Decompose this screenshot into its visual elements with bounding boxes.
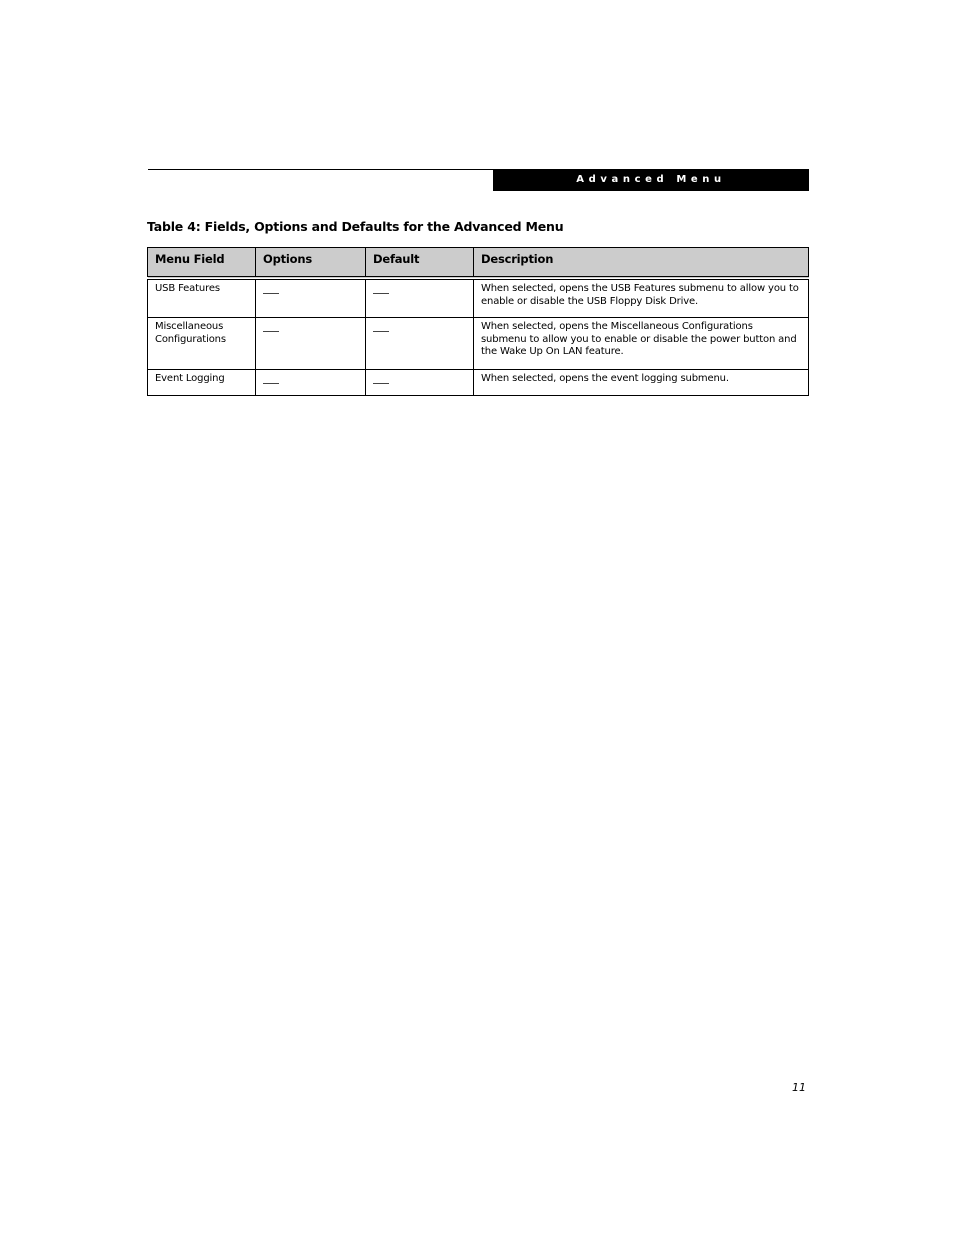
empty-value-dash	[263, 383, 279, 384]
cell-menu-field: Miscellaneous Configurations	[148, 318, 256, 370]
table-header-row	[148, 248, 809, 279]
table-row	[148, 370, 809, 396]
advanced-menu-table	[147, 247, 809, 396]
empty-value-dash	[373, 383, 389, 384]
cell-description: When selected, opens the Miscellaneous Configurations submenu to allow you to enable or disable the power button and the Wake Up On LAN feature.	[474, 318, 809, 370]
cell-options	[256, 370, 366, 396]
cell-options	[256, 318, 366, 370]
empty-value-dash	[263, 293, 279, 294]
column-header-options: Options	[256, 248, 366, 279]
empty-value-dash	[373, 293, 389, 294]
page-number: 11	[792, 1081, 806, 1094]
header-rule	[148, 169, 493, 170]
column-header-default: Default	[366, 248, 474, 279]
cell-menu-field: USB Features	[148, 278, 256, 318]
cell-default	[366, 318, 474, 370]
cell-default	[366, 370, 474, 396]
table-row	[148, 318, 809, 370]
column-header-description: Description	[474, 248, 809, 279]
cell-description: When selected, opens the USB Features submenu to allow you to enable or disable the USB Floppy Disk Drive.	[474, 278, 809, 318]
cell-menu-field: Event Logging	[148, 370, 256, 396]
column-header-menu-field: Menu Field	[148, 248, 256, 279]
section-header-tab: Advanced Menu	[493, 169, 809, 191]
table-title: Table 4: Fields, Options and Defaults for the Advanced Menu	[147, 219, 564, 234]
cell-default	[366, 278, 474, 318]
empty-value-dash	[263, 331, 279, 332]
cell-description: When selected, opens the event logging submenu.	[474, 370, 809, 396]
cell-options	[256, 278, 366, 318]
empty-value-dash	[373, 331, 389, 332]
table-row	[148, 278, 809, 318]
